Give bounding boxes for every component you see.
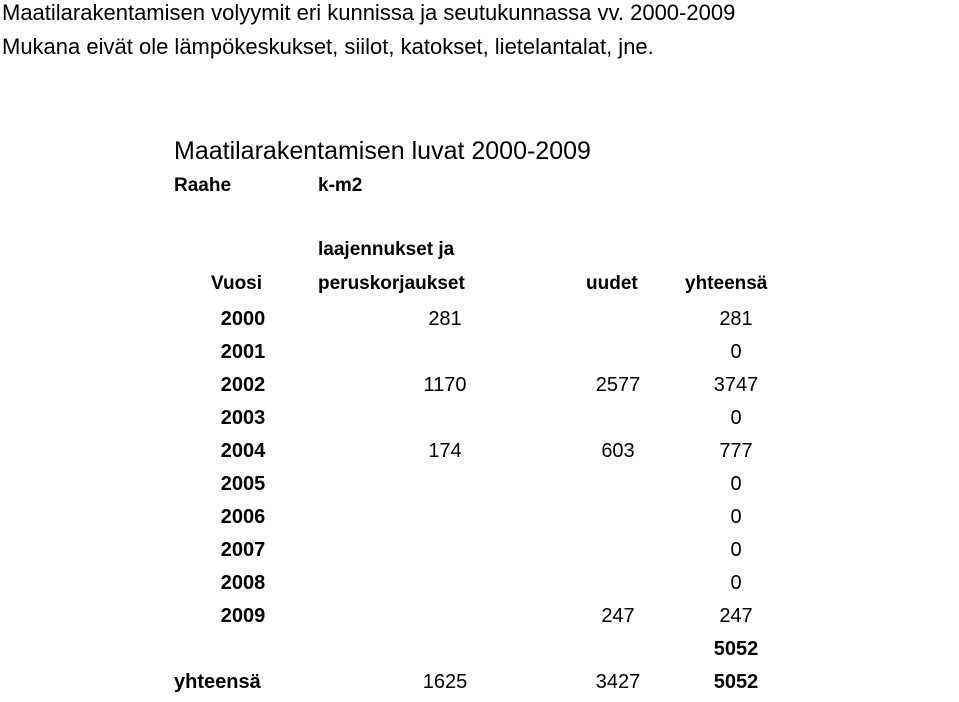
column-header-new: uudet <box>586 273 638 294</box>
table-row <box>0 306 959 339</box>
sum-extensions-cell: 1625 <box>422 671 468 693</box>
table-row <box>0 603 959 636</box>
table-row <box>0 405 959 438</box>
sum-total-cell: 5052 <box>713 671 759 693</box>
new-cell: 247 <box>601 605 635 627</box>
table-row <box>0 438 959 471</box>
sum-new-cell: 3427 <box>595 671 641 693</box>
total-cell: 0 <box>730 506 742 528</box>
year-cell: 2000 <box>220 308 266 330</box>
year-cell: 2007 <box>220 539 266 561</box>
column-header-extensions-line1: laajennukset ja <box>318 239 455 260</box>
unit-label: k-m2 <box>318 175 363 196</box>
extensions-cell: 174 <box>428 440 462 462</box>
year-cell: 2001 <box>220 341 266 363</box>
table-row <box>0 504 959 537</box>
total-cell: 0 <box>730 341 742 363</box>
year-cell: 2005 <box>220 473 266 495</box>
column-header-extensions-line2: peruskorjaukset <box>318 273 465 294</box>
year-cell: 2008 <box>220 572 266 594</box>
total-cell: 0 <box>730 473 742 495</box>
extensions-cell: 1170 <box>423 374 467 396</box>
subtotal-row <box>0 636 959 669</box>
sum-label: yhteensä <box>174 671 261 693</box>
year-cell: 2004 <box>220 440 266 462</box>
table-body <box>0 306 959 702</box>
column-header-total: yhteensä <box>685 273 768 294</box>
table-row <box>0 570 959 603</box>
subtotal-cell: 5052 <box>713 638 759 660</box>
column-header-year: Vuosi <box>211 273 263 294</box>
new-cell: 603 <box>601 440 635 462</box>
total-cell: 0 <box>730 572 742 594</box>
sum-row <box>0 669 959 702</box>
total-cell: 3747 <box>713 374 759 396</box>
table-row <box>0 372 959 405</box>
total-cell: 777 <box>719 440 753 462</box>
extensions-cell: 281 <box>428 308 462 330</box>
year-cell: 2006 <box>220 506 266 528</box>
place-label: Raahe <box>174 175 232 196</box>
header-line-2: Mukana eivät ole lämpökeskukset, siilot, katokset, lietelantalat, jne. <box>2 34 654 59</box>
year-cell: 2003 <box>220 407 266 429</box>
table-row <box>0 471 959 504</box>
total-cell: 247 <box>719 605 753 627</box>
table-title: Maatilarakentamisen luvat 2000-2009 <box>174 137 591 165</box>
table-row <box>0 339 959 372</box>
new-cell: 2577 <box>595 374 641 396</box>
total-cell: 0 <box>730 539 742 561</box>
total-cell: 281 <box>719 308 753 330</box>
year-cell: 2002 <box>220 374 266 396</box>
year-cell: 2009 <box>220 605 266 627</box>
header-line-1: Maatilarakentamisen volyymit eri kunnissa ja seutukunnassa vv. 2000-2009 <box>2 0 736 25</box>
table-row <box>0 537 959 570</box>
total-cell: 0 <box>730 407 742 429</box>
